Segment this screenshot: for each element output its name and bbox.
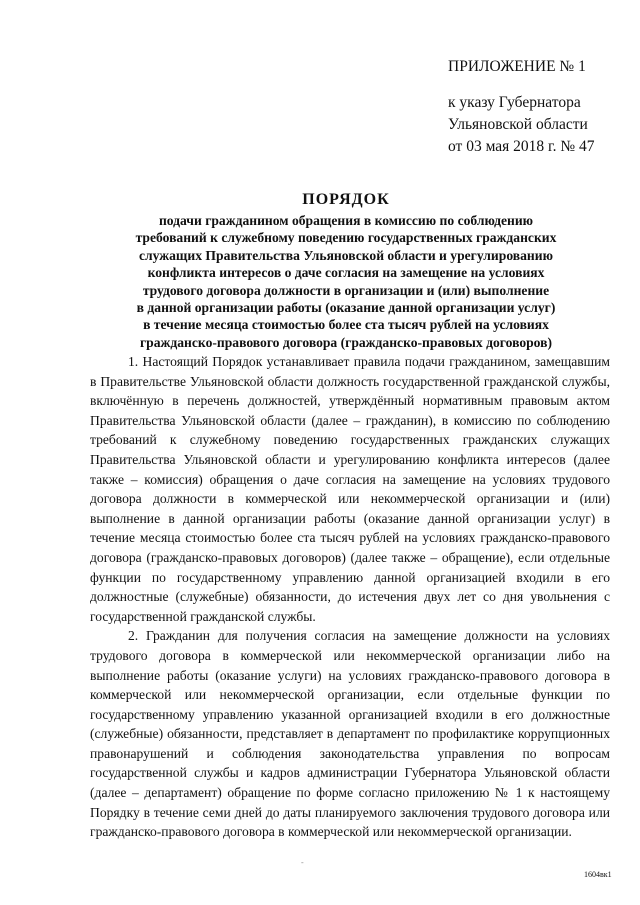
subtitle-line: в данной организации работы (оказание данной организации услуг) xyxy=(136,300,556,316)
paragraph-2: 2. Гражданин для получения согласия на замещение должности на условиях трудового договора в коммерческой или некоммерческой организации либо на выполнение работы (оказание услуги) на условиях гражданско-правового договора в коммерческой или некоммерческой организации, если отдельные функции по государственному управлению указанной организацией входили в его должностные (служебные) обязанности, представляет в департамент по профилактике коррупционных правонарушений и соблюдения законодательства управления по вопросам государственной службы и кадров администрации Губернатора Ульяновской области (далее – департамент) обращение по форме согласно приложению № 1 к настоящему Порядку в течение семи дней до даты планируемого заключения трудового договора или гражданско-правового договора в коммерческой или некоммерческой организации. xyxy=(90,628,610,840)
subtitle-line: подачи гражданином обращения в комиссию по соблюдению xyxy=(158,213,534,228)
document-subtitle xyxy=(96,212,596,351)
footer-mark: - xyxy=(301,858,304,867)
annex-title: ПРИЛОЖЕНИЕ № 1 xyxy=(448,58,586,75)
annex-line-2: Ульяновской области xyxy=(448,116,588,133)
annex-block xyxy=(448,56,628,158)
annex-line-1: к указу Губернатора xyxy=(448,94,581,111)
document-title: ПОРЯДОК xyxy=(302,191,390,208)
subtitle-line: служащих Правительства Ульяновской области и урегулированию xyxy=(139,247,553,263)
footer-code: 1604вк1 xyxy=(584,870,612,879)
subtitle-line: гражданско-правового договора (гражданско-правовых договоров) xyxy=(139,334,552,350)
paragraph-1: 1. Настоящий Порядок устанавливает правила подачи гражданином, замещавшим в Правительстве Ульяновской области должность государственной гражданской службы, включённую в перечень должностей, утверждённый нормативным правовым актом Правительства Ульяновской области (далее – гражданин), в комиссию по соблюдению требований к служебному поведению государственных гражданских служащих Правительства Ульяновской области и урегулированию конфликта интересов (далее также – комиссия) обращения о даче согласия на замещение на условиях трудового договора должности в коммерческой или некоммерческой организации и (или) выполнение в данной организации работы (оказание данной организации услуг) в течение месяца стоимостью более ста тысяч рублей на условиях гражданско-правового договора (гражданско-правовых договоров) (далее также – обращение), если отдельные функции по государственному управлению данной организацией входили в его должностные (служебные) обязанности, до истечения двух лет со дня увольнения с государственной гражданской службы. xyxy=(90,354,610,624)
document-body xyxy=(90,352,610,842)
subtitle-line: конфликта интересов о даче согласия на замещение на условиях xyxy=(147,265,545,281)
subtitle-line: в течение месяца стоимостью более ста тысяч рублей на условиях xyxy=(143,317,549,333)
annex-line-3: от 03 мая 2018 г. № 47 xyxy=(448,138,595,155)
subtitle-line: трудового договора должности в организации и (или) выполнение xyxy=(142,282,550,298)
document-heading xyxy=(96,190,596,351)
subtitle-line: требований к служебному поведению государственных гражданских xyxy=(135,230,557,246)
